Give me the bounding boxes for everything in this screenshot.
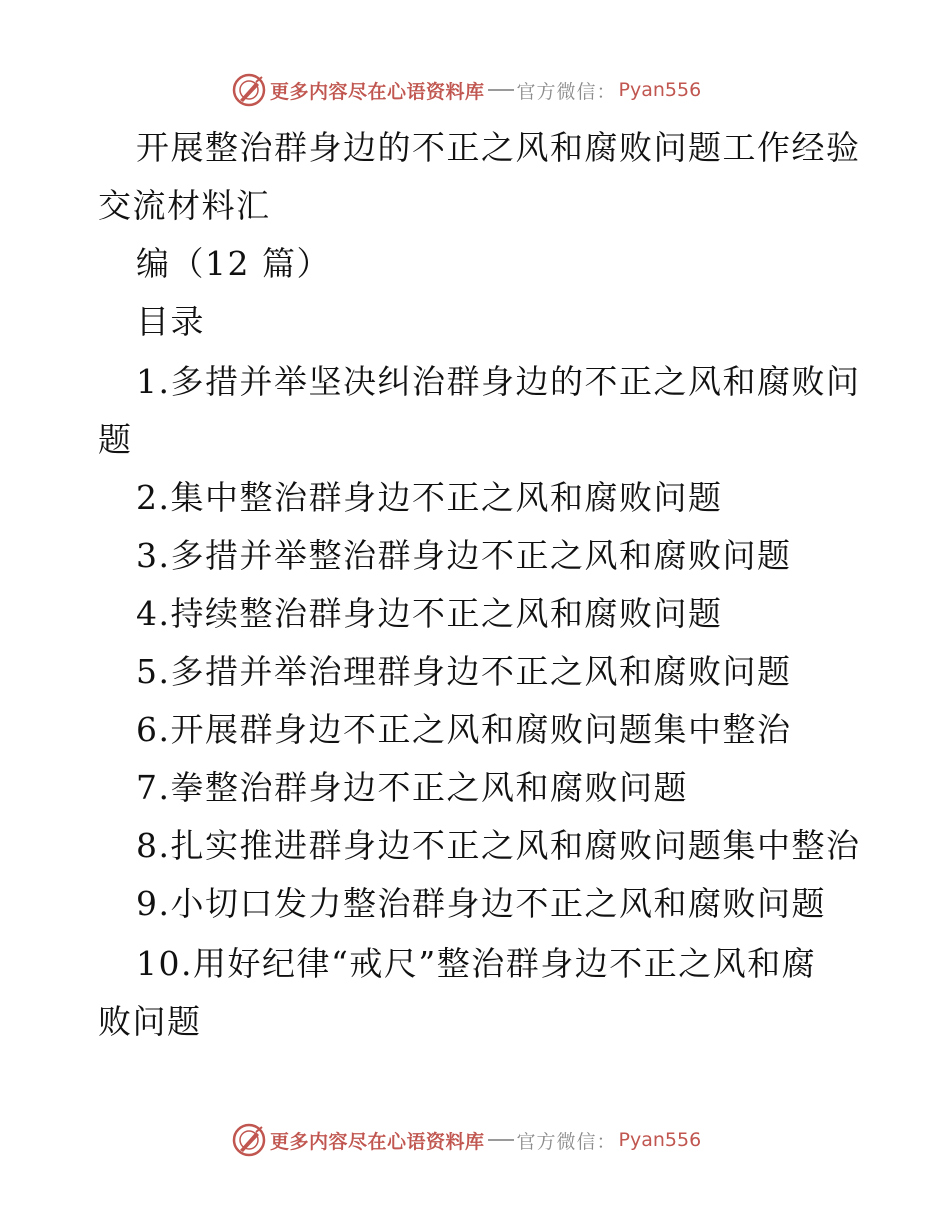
wechat-label: 官方微信：: [516, 1130, 617, 1153]
site-name-text: 更多内容尽在心语资料库: [270, 80, 485, 103]
toc-item-1-continued: 题: [98, 420, 133, 459]
document-title-line-3: 编（12 篇）: [136, 244, 331, 283]
toc-item-6: 6.开展群身边不正之风和腐败问题集中整治: [136, 710, 792, 749]
toc-item-4: 4.持续整治群身边不正之风和腐败问题: [136, 594, 723, 633]
quill-circle-logo-icon: [232, 73, 266, 107]
document-title-line-1: 开展整治群身边的不正之风和腐败问题工作经验: [136, 128, 861, 167]
toc-item-10-continued: 败问题: [98, 1002, 202, 1041]
site-name-text: 更多内容尽在心语资料库: [270, 1130, 485, 1153]
toc-heading: 目录: [136, 302, 205, 341]
wechat-id: Pyan556: [618, 1129, 702, 1151]
toc-item-7: 7.拳整治群身边不正之风和腐败问题: [136, 768, 688, 807]
toc-item-8: 8.扎实推进群身边不正之风和腐败问题集中整治: [136, 826, 861, 865]
toc-item-2: 2.集中整治群身边不正之风和腐败问题: [136, 478, 723, 517]
document-title-line-2: 交流材料汇: [98, 186, 271, 225]
wechat-label: 官方微信：: [516, 80, 617, 103]
toc-item-5: 5.多措并举治理群身边不正之风和腐败问题: [136, 652, 792, 691]
banner-divider: [488, 1139, 514, 1141]
toc-item-10: 10.用好纪律“戒尺”整治群身边不正之风和腐: [136, 944, 817, 983]
wechat-id: Pyan556: [618, 79, 702, 101]
footer-banner: [232, 1122, 712, 1158]
toc-item-1: 1.多措并举坚决纠治群身边的不正之风和腐败问: [136, 362, 861, 401]
toc-item-9: 9.小切口发力整治群身边不正之风和腐败问题: [136, 884, 826, 923]
header-banner: [232, 72, 712, 108]
quill-circle-logo-icon: [232, 1123, 266, 1157]
banner-divider: [488, 89, 514, 91]
toc-item-3: 3.多措并举整治群身边不正之风和腐败问题: [136, 536, 792, 575]
